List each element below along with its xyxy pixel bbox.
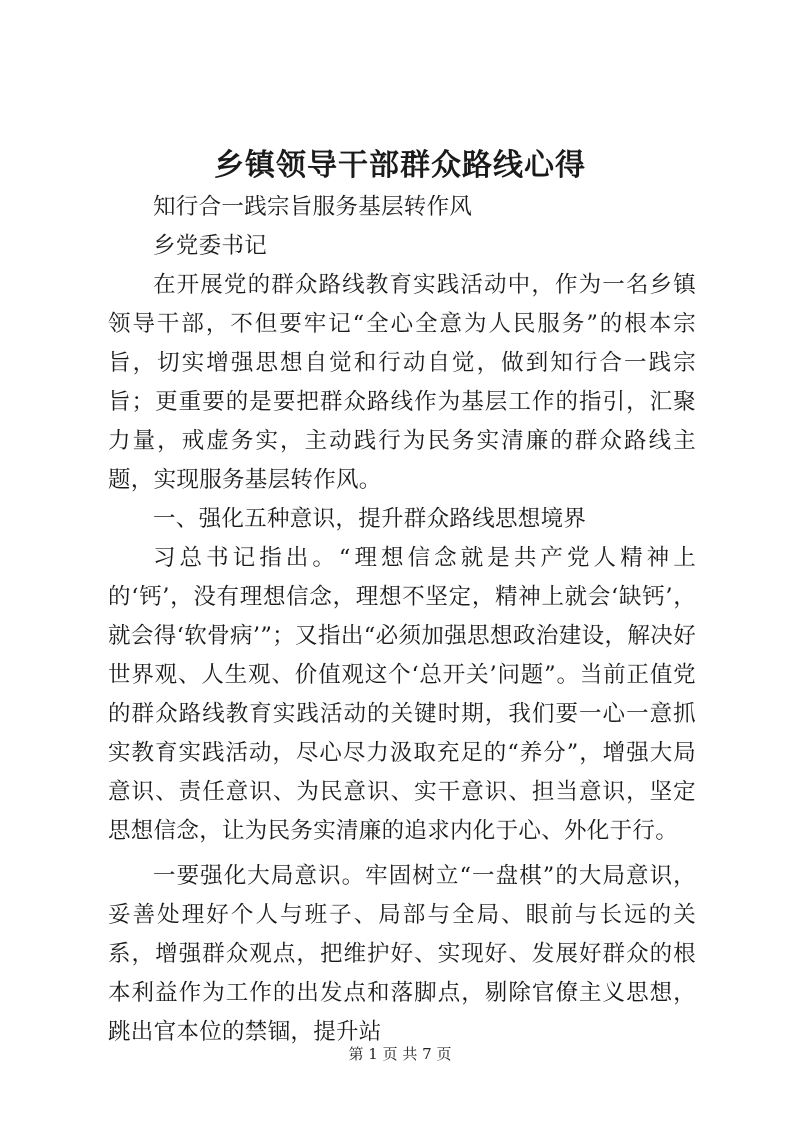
document-body: [108, 188, 696, 1052]
body-paragraph: 习总书记指出。“理想信念就是共产党人精神上的‘钙’，没有理想信念，理想不坚定，精神上就会‘缺钙’，就会得‘软骨病’”；又指出“必须加强思想政治建设，解决好世界观、人生观、价值观这个‘总开关’问题”。当前正值党的群众路线教育实践活动的关键时期，我们要一心一意抓实教育实践活动，尽心尽力汲取充足的“养分”，增强大局意识、责任意识、为民意识、实干意识、担当意识，坚定思想信念，让为民务实清廉的追求内化于心、外化于行。: [108, 545, 696, 844]
subtitle-paragraph: 知行合一践宗旨服务基层转作风: [153, 194, 473, 220]
document-title: 乡镇领导干部群众路线心得: [214, 148, 586, 183]
body-paragraph: 一要强化大局意识。牢固树立“一盘棋”的大局意识，妥善处理好个人与班子、局部与全局、眼前与长远的关系，增强群众观点，把维护好、实现好、发展好群众的根本利益作为工作的出发点和落脚点，剔除官僚主义思想，跳出官本位的禁锢，提升站: [108, 863, 696, 1045]
author-line: 乡党委书记: [153, 233, 268, 259]
page-number-footer: 第 1 页 共 7 页: [348, 1045, 452, 1063]
section-heading: 一、强化五种意识，提升群众路线思想境界: [153, 506, 587, 532]
intro-paragraph: 在开展党的群众路线教育实践活动中，作为一名乡镇领导干部，不但要牢记“全心全意为人民服务”的根本宗旨，切实增强思想自觉和行动自觉，做到知行合一践宗旨；更重要的是要把群众路线作为基层工作的指引，汇聚力量，戒虚务实，主动践行为民务实清廉的群众路线主题，实现服务基层转作风。: [108, 272, 696, 493]
